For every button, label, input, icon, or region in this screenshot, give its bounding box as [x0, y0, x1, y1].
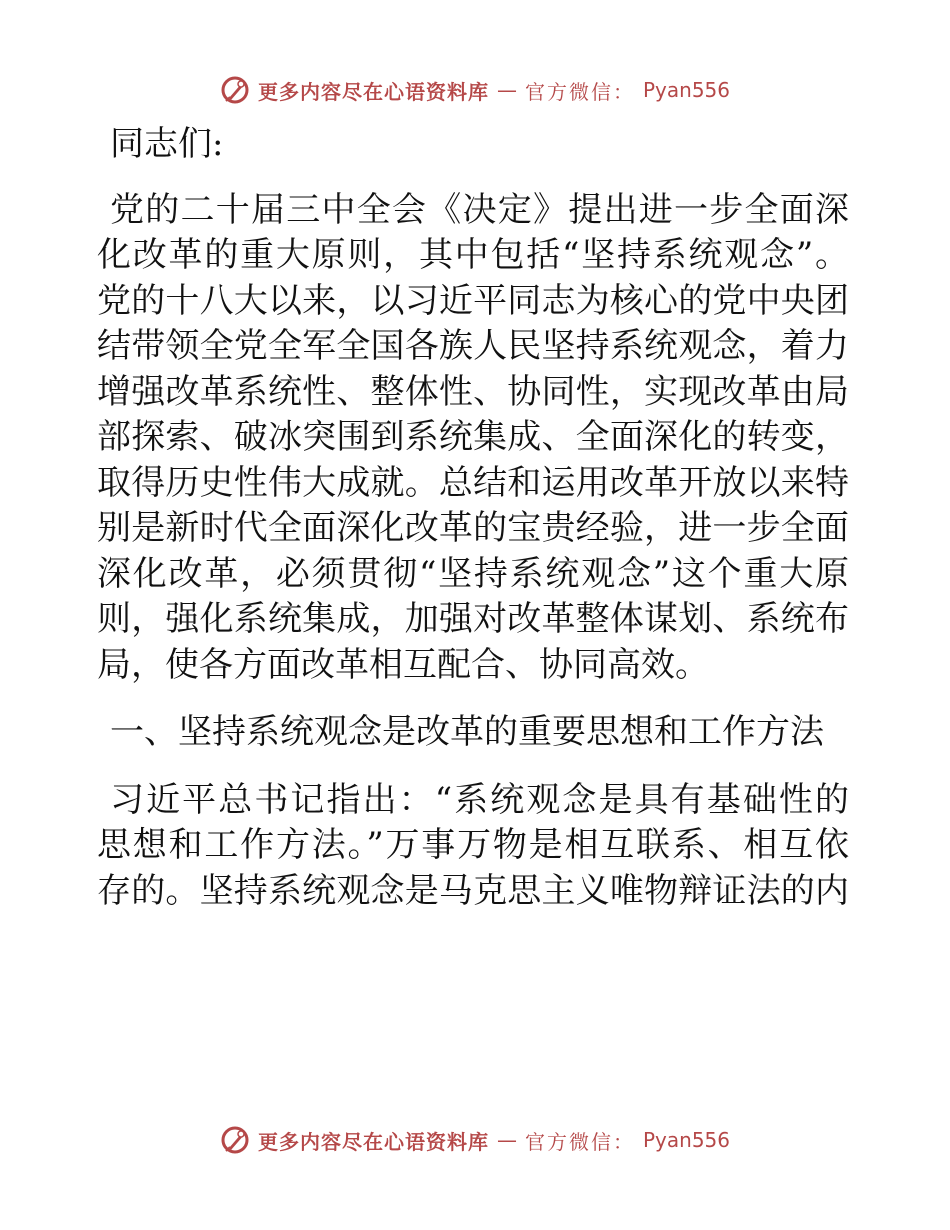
- salutation: 同志们:: [110, 124, 224, 164]
- watermark-separator: —: [496, 78, 517, 102]
- paragraph-line: 别是新时代全面深化改革的宝贵经验，进一步全面: [97, 508, 849, 548]
- paragraph-line: 化改革的重大原则，其中包括“坚持系统观念”。: [97, 235, 849, 275]
- quill-pen-circle-icon: [220, 75, 250, 105]
- paragraph-line: 习近平总书记指出：“系统观念是具有基础性的: [110, 779, 849, 820]
- watermark-separator: —: [496, 1128, 517, 1152]
- paragraph-line: 部探索、破冰突围到系统集成、全面深化的转变，: [97, 417, 849, 457]
- document-body: [97, 122, 849, 936]
- paragraph-line: 则，强化系统集成，加强对改革整体谋划、系统布: [97, 599, 849, 639]
- footer-watermark: [0, 1120, 950, 1160]
- section-heading: 一、坚持系统观念是改革的重要思想和工作方法: [110, 712, 824, 752]
- paragraph-line: 取得历史性伟大成就。总结和运用改革开放以来特: [97, 462, 849, 503]
- paragraph-line: 深化改革，必须贯彻“坚持系统观念”这个重大原: [97, 553, 849, 594]
- watermark-wechat-id: Pyan556: [642, 78, 730, 102]
- paragraph-line: 增强改革系统性、整体性、协同性，实现改革由局: [97, 371, 849, 412]
- paragraph-line: 党的二十届三中全会《决定》提出进一步全面深: [110, 189, 849, 230]
- paragraph-line: 党的十八大以来，以习近平同志为核心的党中央团: [97, 280, 849, 321]
- watermark-site-text: 更多内容尽在心语资料库: [257, 79, 489, 104]
- quill-pen-circle-icon: [220, 1125, 250, 1155]
- watermark-site-text: 更多内容尽在心语资料库: [257, 1129, 489, 1154]
- watermark-wechat-id: Pyan556: [642, 1128, 730, 1152]
- header-watermark: [0, 70, 950, 110]
- paragraph-line: 结带领全党全军全国各族人民坚持系统观念，着力: [97, 326, 849, 366]
- section1-paragraph: [97, 778, 849, 915]
- watermark-wechat-label: 官方微信：: [524, 1129, 635, 1154]
- intro-paragraph: [97, 188, 849, 689]
- paragraph-line: 局，使各方面改革相互配合、协同高效。: [97, 644, 709, 685]
- paragraph-line: 存的。坚持系统观念是马克思主义唯物辩证法的内: [97, 870, 849, 911]
- paragraph-line: 思想和工作方法。”万事万物是相互联系、相互依: [97, 825, 849, 865]
- watermark-wechat-label: 官方微信：: [524, 79, 635, 104]
